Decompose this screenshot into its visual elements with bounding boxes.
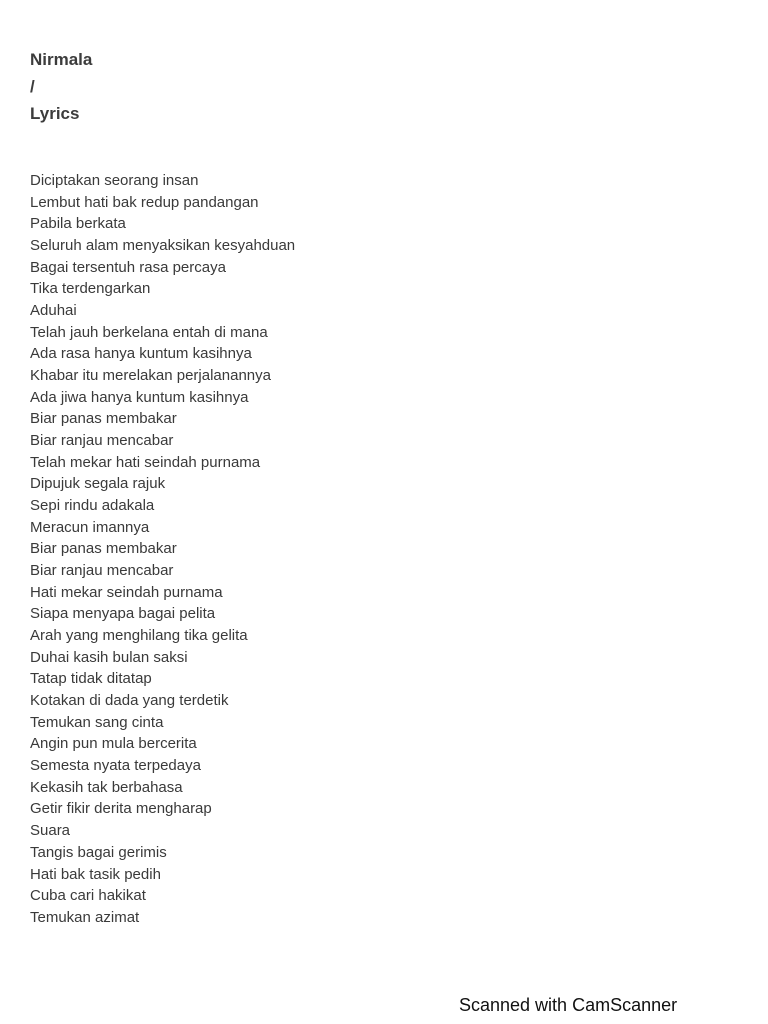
lyric-line: Tatap tidak ditatap xyxy=(30,670,152,688)
lyric-line: Hati bak tasik pedih xyxy=(30,865,161,883)
lyric-line: Suara xyxy=(30,822,71,840)
lyric-line: Duhai kasih bulan saksi xyxy=(30,648,188,666)
lyric-line: Arah yang menghilang tika gelita xyxy=(30,627,248,645)
lyric-line: Kekasih tak berbahasa xyxy=(30,778,183,796)
lyric-line: Tika terdengarkan xyxy=(30,280,151,298)
lyric-line: Khabar itu merelakan perjalanannya xyxy=(30,367,271,385)
lyric-line: Pabila berkata xyxy=(30,215,126,233)
lyric-line: Hati mekar seindah purnama xyxy=(30,583,223,601)
scanner-watermark: Scanned with CamScanner xyxy=(459,995,678,1015)
title-separator: / xyxy=(30,77,35,96)
lyric-line: Getir fikir derita mengharap xyxy=(30,800,212,818)
lyric-line: Temukan sang cinta xyxy=(30,713,164,731)
lyric-line: Temukan azimat xyxy=(30,908,140,926)
lyric-line: Meracun imannya xyxy=(30,518,150,536)
lyric-line: Angin pun mula bercerita xyxy=(30,735,197,753)
lyric-line: Sepi rindu adakala xyxy=(30,497,155,515)
lyric-line: Biar panas membakar xyxy=(30,410,177,428)
lyric-line: Dipujuk segala rajuk xyxy=(30,475,166,493)
lyric-line: Ada jiwa hanya kuntum kasihnya xyxy=(30,388,249,406)
lyrics-list xyxy=(30,170,295,929)
lyric-line: Telah jauh berkelana entah di mana xyxy=(30,323,268,341)
section-label: Lyrics xyxy=(30,104,80,123)
lyric-line: Telah mekar hati seindah purnama xyxy=(30,453,261,471)
page-header xyxy=(30,46,92,127)
lyric-line: Kotakan di dada yang terdetik xyxy=(30,692,229,710)
lyric-line: Semesta nyata terpedaya xyxy=(30,757,201,775)
lyric-line: Bagai tersentuh rasa percaya xyxy=(30,258,226,276)
lyric-line: Aduhai xyxy=(30,302,77,320)
lyric-line: Lembut hati bak redup pandangan xyxy=(30,193,259,211)
lyric-line: Siapa menyapa bagai pelita xyxy=(30,605,216,623)
lyric-line: Tangis bagai gerimis xyxy=(30,843,167,861)
lyric-line: Biar ranjau mencabar xyxy=(30,432,174,450)
lyric-line: Ada rasa hanya kuntum kasihnya xyxy=(30,345,252,363)
lyric-line: Seluruh alam menyaksikan kesyahduan xyxy=(30,237,296,255)
song-title: Nirmala xyxy=(30,50,93,69)
lyric-line: Biar panas membakar xyxy=(30,540,177,558)
lyric-line: Cuba cari hakikat xyxy=(30,887,146,905)
lyric-line: Biar ranjau mencabar xyxy=(30,562,174,580)
lyric-line: Diciptakan seorang insan xyxy=(30,172,199,189)
